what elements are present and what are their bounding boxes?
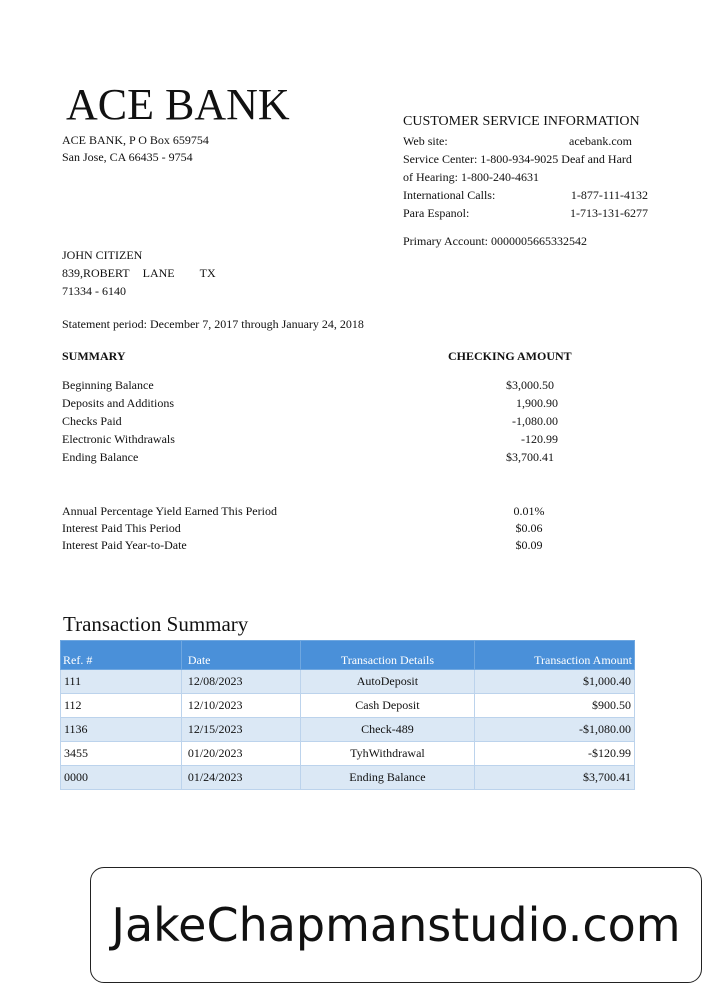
espanol-row [403, 204, 648, 222]
summary-labels [62, 376, 175, 466]
interest-values [500, 503, 558, 554]
recipient-name: JOHN CITIZEN [62, 248, 143, 262]
recipient-street: 839,ROBERT [62, 266, 130, 280]
summary-value: $3,700.41 [506, 450, 554, 464]
checking-amount-heading: CHECKING AMOUNT [448, 349, 572, 363]
bank-name: ACE BANK [66, 80, 290, 129]
table-row [61, 766, 635, 790]
statement-period: Statement period: December 7, 2017 through January 24, 2018 [62, 317, 364, 331]
cell-details: TyhWithdrawal [300, 742, 475, 766]
hearing-line: of Hearing: 1-800-240-4631 [403, 170, 539, 184]
column-header-amount: Transaction Amount [475, 641, 635, 670]
summary-label: Ending Balance [62, 450, 139, 464]
table-row [61, 694, 635, 718]
primary-account: Primary Account: 0000005665332542 [403, 234, 587, 248]
summary-label: Beginning Balance [62, 378, 154, 392]
summary-label: Deposits and Additions [62, 396, 175, 410]
customer-service-title: CUSTOMER SERVICE INFORMATION [403, 114, 640, 129]
table-row [61, 742, 635, 766]
table-row [61, 718, 635, 742]
espanol-value: 1-713-131-6277 [570, 206, 648, 220]
website-label: Web site: [403, 134, 448, 148]
cell-ref: 112 [61, 694, 182, 718]
watermark-banner: JakeChapmanstudio.com [90, 867, 702, 983]
recipient-address [62, 246, 216, 300]
interest-value: $0.06 [515, 521, 543, 535]
summary-values [470, 376, 558, 466]
cell-ref: 111 [61, 670, 182, 694]
cell-date: 12/08/2023 [181, 670, 300, 694]
cell-amount: $900.50 [475, 694, 635, 718]
summary-label: Electronic Withdrawals [62, 432, 175, 446]
cell-date: 01/20/2023 [181, 742, 300, 766]
recipient-zip: 71334 - 6140 [62, 284, 126, 298]
summary-heading: SUMMARY [62, 349, 126, 363]
cell-ref: 1136 [61, 718, 182, 742]
customer-service-info [403, 113, 648, 250]
cell-date: 12/15/2023 [181, 718, 300, 742]
interest-label: Interest Paid This Period [62, 521, 181, 535]
summary-value: -120.99 [521, 432, 558, 446]
cell-details: Check-489 [300, 718, 475, 742]
bank-address-line2: San Jose, CA 66435 - 9754 [62, 150, 193, 164]
transaction-summary-title: Transaction Summary [63, 612, 249, 636]
bank-address-line1: ACE BANK, P O Box 659754 [62, 133, 209, 147]
summary-value: -1,080.00 [512, 414, 558, 428]
cell-details: AutoDeposit [300, 670, 475, 694]
column-header-ref: Ref. # [61, 641, 182, 670]
bank-address [62, 132, 209, 166]
table-row [61, 670, 635, 694]
interest-labels [62, 503, 277, 554]
website-value[interactable]: acebank.com [569, 134, 632, 148]
cell-amount: $1,000.40 [475, 670, 635, 694]
cell-amount: -$1,080.00 [475, 718, 635, 742]
intl-row [403, 186, 648, 204]
intl-label: International Calls: [403, 188, 496, 202]
recipient-street-line [62, 264, 216, 282]
cell-date: 01/24/2023 [181, 766, 300, 790]
website-row [403, 132, 648, 150]
cell-details: Ending Balance [300, 766, 475, 790]
interest-label: Interest Paid Year-to-Date [62, 538, 187, 552]
interest-label: Annual Percentage Yield Earned This Period [62, 504, 277, 518]
column-header-details: Transaction Details [300, 641, 475, 670]
cell-amount: -$120.99 [475, 742, 635, 766]
summary-label: Checks Paid [62, 414, 122, 428]
cell-ref: 3455 [61, 742, 182, 766]
service-center: Service Center: 1-800-934-9025 Deaf and Hard [403, 152, 632, 166]
summary-value: 1,900.90 [516, 396, 558, 410]
interest-value: 0.01% [513, 504, 545, 518]
intl-value: 1-877-111-4132 [570, 188, 648, 202]
cell-date: 12/10/2023 [181, 694, 300, 718]
column-header-date: Date [181, 641, 300, 670]
recipient-street2: LANE [142, 266, 175, 280]
cell-details: Cash Deposit [300, 694, 475, 718]
cell-ref: 0000 [61, 766, 182, 790]
cell-amount: $3,700.41 [475, 766, 635, 790]
espanol-label: Para Espanol: [403, 206, 470, 220]
interest-value: $0.09 [515, 538, 543, 552]
recipient-state: TX [199, 266, 216, 280]
table-header-row [61, 641, 635, 670]
transaction-table [60, 640, 635, 790]
summary-value: $3,000.50 [506, 378, 554, 392]
